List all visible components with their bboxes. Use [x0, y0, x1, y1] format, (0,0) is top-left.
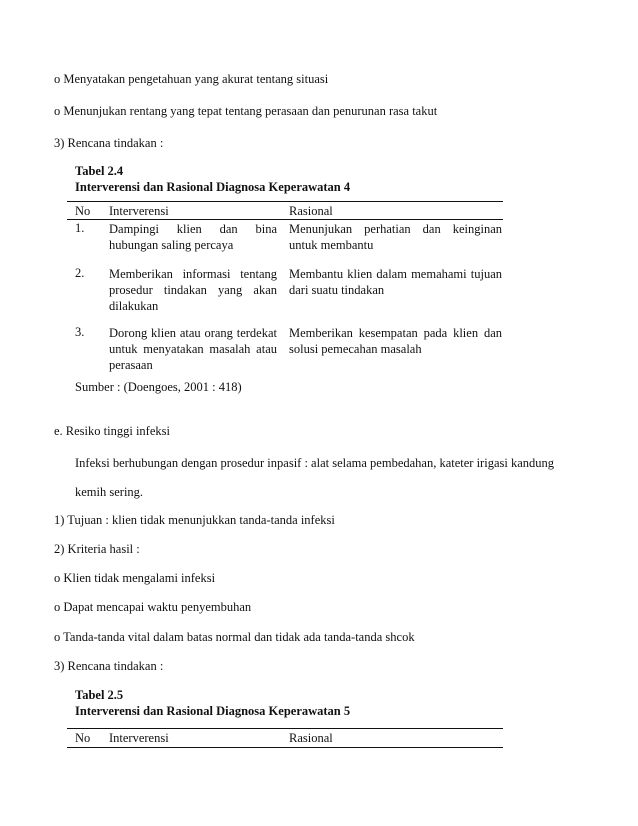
outcome-bullet-2: o Menunjukan rentang yang tepat tentang perasaan dan penurunan rasa takut	[54, 104, 438, 118]
table4-row1-rasional: Menunjukan perhatian dan keinginan untuk membantu	[289, 222, 502, 252]
criteria-bullet-3: o Tanda-tanda vital dalam batas normal dan tidak ada tanda-tanda shcok	[54, 630, 415, 644]
criteria-bullet-2: o Dapat mencapai waktu penyembuhan	[54, 600, 252, 614]
table4-header-rule	[67, 219, 503, 220]
table4-header-no: No	[75, 204, 91, 218]
table4-source: Sumber : (Doengoes, 2001 : 418)	[75, 380, 242, 394]
table5-header-rule	[67, 747, 503, 748]
criteria-label: 2) Kriteria hasil :	[54, 542, 140, 556]
table4-header-intervensi: Interverensi	[109, 204, 169, 218]
table5-header-rasional: Rasional	[289, 731, 333, 745]
section-e-heading: e. Resiko tinggi infeksi	[54, 424, 170, 438]
table4-row1-no: 1.	[75, 221, 85, 235]
outcome-bullet-1: o Menyatakan pengetahuan yang akurat tentang situasi	[54, 72, 329, 86]
table5-top-rule	[67, 728, 503, 729]
table5-header-intervensi: Interverensi	[109, 731, 169, 745]
table4-top-rule	[67, 201, 503, 202]
goal-text: 1) Tujuan : klien tidak menunjukkan tanda-tanda infeksi	[54, 513, 335, 527]
table5-title: Interverensi dan Rasional Diagnosa Keperawatan 5	[75, 704, 351, 718]
section-e-paragraph-line1: Infeksi berhubungan dengan prosedur inpasif : alat selama pembedahan, kateter irigasi kandung	[75, 456, 555, 470]
section-e-paragraph-line2: kemih sering.	[75, 485, 144, 499]
table4-title: Interverensi dan Rasional Diagnosa Keperawatan 4	[75, 180, 351, 194]
table4-header-rasional: Rasional	[289, 204, 333, 218]
plan-label-e: 3) Rencana tindakan :	[54, 659, 164, 673]
table5-header-no: No	[75, 731, 91, 745]
criteria-bullet-1: o Klien tidak mengalami infeksi	[54, 571, 216, 585]
table4-row2-intervensi: Memberikan informasi tentang prosedur tindakan yang akan dilakukan	[109, 267, 277, 313]
table4-row3-intervensi: Dorong klien atau orang terdekat untuk menyatakan masalah atau perasaan	[109, 326, 277, 372]
table4-row3-rasional: Memberikan kesempatan pada klien dan solusi pemecahan masalah	[289, 326, 502, 356]
table4-row2-rasional: Membantu klien dalam memahami tujuan dari suatu tindakan	[289, 267, 502, 297]
plan-label-d: 3) Rencana tindakan :	[54, 136, 164, 150]
table4-row1-intervensi: Dampingi klien dan bina hubungan saling percaya	[109, 222, 277, 252]
table4-caption: Tabel 2.4	[75, 164, 124, 178]
table5-caption: Tabel 2.5	[75, 688, 124, 702]
table4-row2-no: 2.	[75, 266, 85, 280]
table4-row3-no: 3.	[75, 325, 85, 339]
